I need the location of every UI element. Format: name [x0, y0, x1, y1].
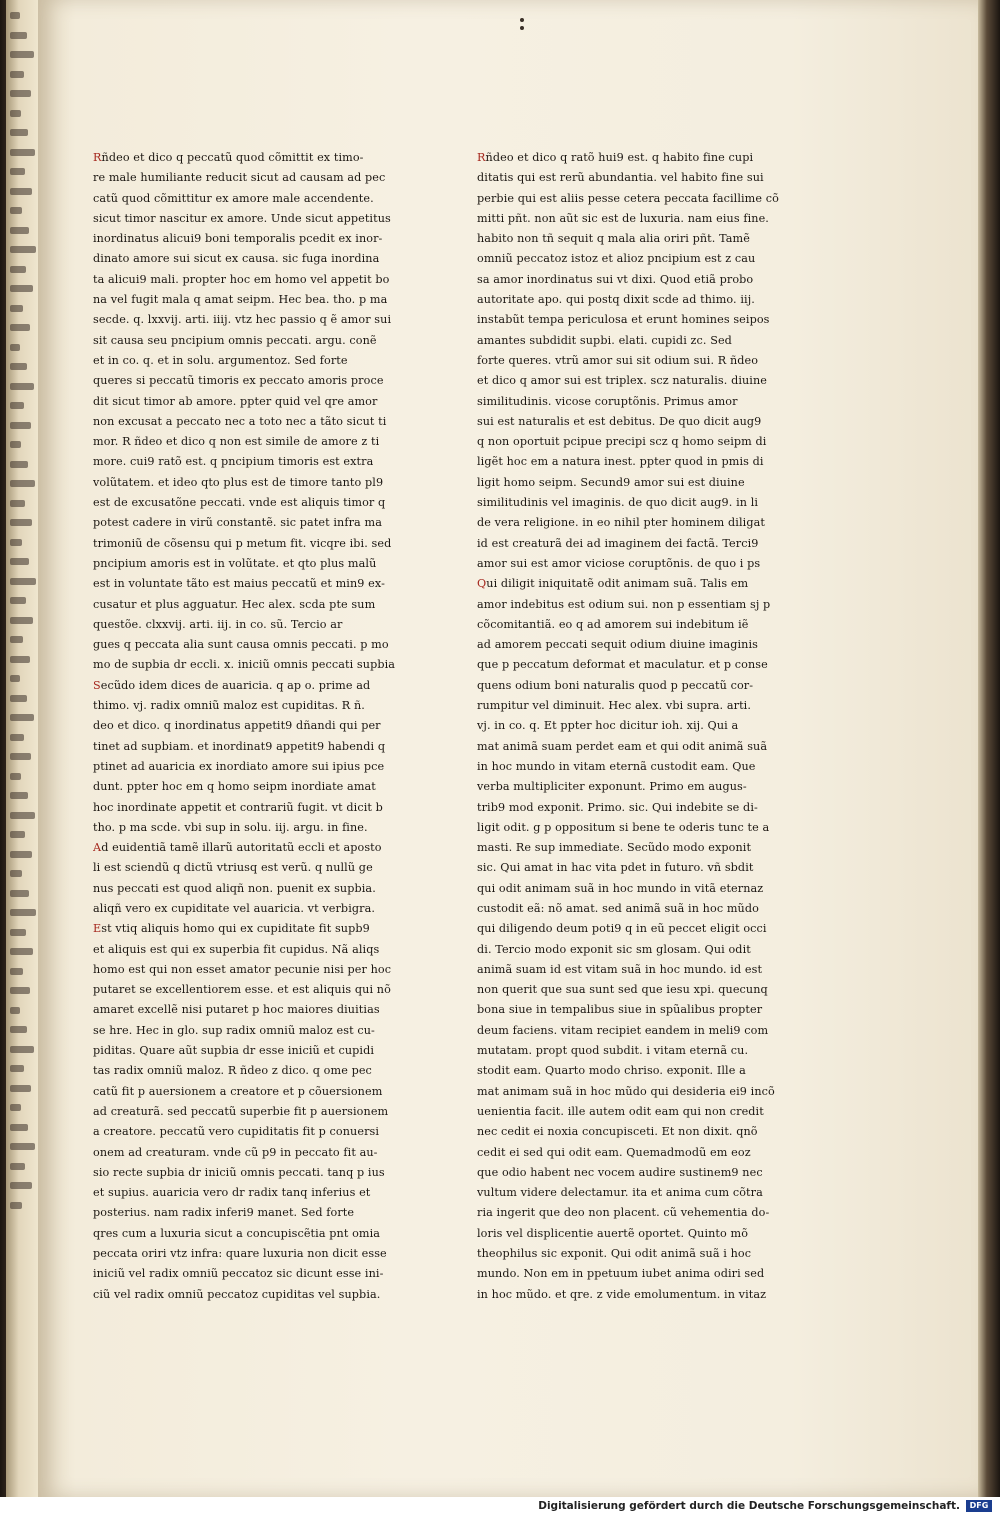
- previous-page-text-fragment: [10, 129, 28, 136]
- text-line: omniũ peccatoz istoz et alioz pncipium est z cau: [477, 252, 756, 266]
- text-line: ligit odit. g p oppositum si bene te oderis tunc te a: [477, 820, 770, 834]
- previous-page-text-fragment: [10, 12, 20, 19]
- text-line: tinet ad supbiam. et inordinat9 appetit9 habendi q: [93, 739, 386, 753]
- text-line: qres cum a luxuria sicut a concupiscẽtia pnt omia: [93, 1226, 381, 1240]
- previous-page-text-fragment: [10, 188, 32, 195]
- text-line: et supius. auaricia vero dr radix tanq inferius et: [93, 1186, 371, 1200]
- text-line: amor sui est amor viciose coruptõnis. de quo i ps: [477, 556, 761, 570]
- text-line: autoritate apo. qui postq dixit scde ad thimo. iij.: [477, 293, 755, 307]
- previous-page-text-fragment: [10, 851, 32, 858]
- text-line: cedit ei sed qui odit eam. Quemadmodũ em eoz: [477, 1145, 751, 1159]
- text-line: mor. R ñdeo et dico q non est simile de amore z ti: [93, 435, 380, 449]
- text-line: in hoc mũdo. et qre. z vide emolumentum. in vitaz: [477, 1287, 767, 1301]
- page-edge-right: [978, 0, 1000, 1497]
- text-line: est de excusatõne peccati. vnde est aliquis timor q: [93, 496, 386, 510]
- text-line: pncipium amoris est in volũtate. et qto plus malũ: [93, 556, 377, 570]
- text-line: dinato amore sui sicut ex causa. sic fuga inordina: [93, 252, 380, 266]
- previous-page-text-fragment: [10, 753, 31, 760]
- text-line: piditas. Quare aũt supbia dr esse iniciũ et cupidi: [93, 1044, 375, 1058]
- text-line: questõe. clxxvij. arti. iij. in co. sũ. Tercio ar: [93, 617, 343, 631]
- previous-page-text-fragment: [10, 948, 33, 955]
- text-line: que odio habent nec vocem audire sustinem9 nec: [477, 1165, 763, 1179]
- text-line: sui est naturalis et est debitus. De quo dicit aug9: [477, 414, 762, 428]
- text-line: hoc inordinate appetit et contrariũ fugit. vt dicit b: [93, 800, 383, 814]
- funding-credit: Digitalisierung gefördert durch die Deutsche Forschungsgemeinschaft.: [538, 1500, 960, 1512]
- previous-page-text-fragment: [10, 1104, 21, 1111]
- text-line: Ad euidentiã tamẽ illarũ autoritatũ eccli et aposto: [93, 841, 382, 855]
- previous-page-text-fragment: [10, 675, 20, 682]
- text-line: re male humiliante reducit sicut ad causam ad pec: [93, 171, 386, 185]
- previous-page-text-fragment: [10, 929, 26, 936]
- text-line: Secũdo idem dices de auaricia. q ap o. prime ad: [93, 678, 371, 692]
- text-line: aliqñ vero ex cupiditate vel auaricia. vt verbigra.: [93, 901, 376, 915]
- text-line: mitti pñt. non aũt sic est de luxuria. nam eius fine.: [477, 211, 769, 225]
- previous-page-text-fragment: [10, 149, 35, 156]
- text-line: habito non tñ sequit q mala alia oriri pñt. Tamẽ: [477, 232, 750, 246]
- previous-page-text-fragment: [10, 110, 21, 117]
- previous-page-text-fragment: [10, 519, 32, 526]
- previous-page-text-fragment: [10, 207, 22, 214]
- text-line: Est vtiq aliquis homo qui ex cupiditate fit supb9: [93, 922, 370, 936]
- previous-page-text-fragment: [10, 1026, 27, 1033]
- text-line: qui odit animam suã in hoc mundo in vitã eternaz: [477, 881, 764, 895]
- text-line: cusatur et plus agguatur. Hec alex. scda pte sum: [93, 597, 376, 611]
- text-line: ad amorem peccati sequit odium diuine imaginis: [477, 638, 758, 652]
- text-line: catũ fit p auersionem a creatore et p cõuersionem: [93, 1084, 383, 1098]
- previous-page-text-fragment: [10, 714, 34, 721]
- text-line: mat animã suam perdet eam et qui odit animã suã: [477, 739, 768, 753]
- previous-page-text-fragment: [10, 500, 25, 507]
- previous-page-text-fragment: [10, 285, 33, 292]
- text-line: Rñdeo et dico q peccatũ quod cõmittit ex timo-: [93, 151, 364, 164]
- previous-page-text-fragment: [10, 558, 29, 565]
- text-line: volũtatem. et ideo qto plus est de timore tanto pl9: [93, 475, 384, 489]
- text-line: na vel fugit mala q amat seipm. Hec bea. tho. p ma: [93, 293, 388, 307]
- previous-page-text-fragment: [10, 617, 33, 624]
- text-line: instabũt tempa periculosa et erunt homines seipos: [477, 313, 770, 327]
- previous-page-text-fragment: [10, 870, 22, 877]
- text-line: que p peccatum deformat et maculatur. et p conse: [477, 658, 768, 672]
- previous-page-text-fragment: [10, 305, 23, 312]
- text-line: mo de supbia dr eccli. x. iniciũ omnis peccati supbia: [93, 658, 396, 672]
- text-line: iniciũ vel radix omniũ peccatoz sic dicunt esse ini-: [93, 1267, 384, 1281]
- text-line: amor indebitus est odium sui. non p essentiam sj p: [477, 597, 771, 611]
- previous-page-text-fragment: [10, 90, 31, 97]
- text-line: cõcomitantiã. eo q ad amorem sui indebitum iẽ: [477, 617, 749, 631]
- previous-page-text-fragment: [10, 968, 23, 975]
- text-line: inordinatus alicui9 boni temporalis pcedit ex inor-: [93, 232, 383, 246]
- rubricated-initial: S: [93, 678, 101, 692]
- previous-page-text-fragment: [10, 1163, 25, 1170]
- previous-page-text-fragment: [10, 909, 36, 916]
- text-line: et dico q amor sui est triplex. scz naturalis. diuine: [477, 374, 768, 388]
- rubricated-initial: R: [93, 151, 102, 164]
- text-line: ad creaturã. sed peccatũ superbie fit p auersionem: [93, 1104, 389, 1118]
- text-line: stodit eam. Quarto modo chriso. exponit. Ille a: [477, 1064, 746, 1078]
- previous-page-text-fragment: [10, 246, 36, 253]
- previous-page-text-fragment: [10, 695, 27, 702]
- rubricated-initial: E: [93, 922, 102, 936]
- previous-page-text-fragment: [10, 734, 24, 741]
- text-line: secde. q. lxxvij. arti. iiij. vtz hec passio q ẽ amor sui: [93, 313, 392, 327]
- text-line: homo est qui non esset amator pecunie nisi per hoc: [93, 962, 392, 976]
- text-line: trimoniũ de cõsensu qui p metum fit. vicqre ibi. sed: [93, 536, 392, 550]
- text-line: sic. Qui amat in hac vita pdet in futuro. vñ sbdit: [477, 861, 754, 875]
- text-line: ligẽt hoc em a natura inest. ppter quod in pmis di: [477, 455, 764, 469]
- text-line: theophilus sic exponit. Qui odit animã suã i hoc: [477, 1247, 752, 1261]
- text-line: quens odium boni naturalis quod p peccatũ cor-: [477, 678, 754, 692]
- text-line: qui diligendo deum poti9 q in eũ peccet eligit occi: [477, 922, 767, 936]
- text-line: sa amor inordinatus sui vt dixi. Quod etiã probo: [477, 272, 754, 286]
- text-line: tho. p ma scde. vbi sup in solu. iij. argu. in fine.: [93, 820, 368, 834]
- text-line: di. Tercio modo exponit sic sm glosam. Qui odit: [477, 942, 751, 956]
- text-column-left: [93, 148, 401, 1305]
- previous-page-text-fragment: [10, 480, 35, 487]
- previous-page-text-fragment: [10, 383, 34, 390]
- previous-page-text-fragment: [10, 266, 26, 273]
- text-line: trib9 mod exponit. Primo. sic. Qui indebite se di-: [477, 800, 758, 814]
- text-line: custodit eã: nõ amat. sed animã suã in hoc mũdo: [477, 901, 759, 915]
- page-mark: [520, 18, 524, 22]
- text-line: thimo. vj. radix omniũ maloz est cupiditas. R ñ.: [93, 699, 365, 713]
- previous-page-text-fragment: [10, 636, 23, 643]
- text-line: catũ quod cõmittitur ex amore male accendente.: [93, 191, 374, 205]
- previous-page-text-fragment: [10, 831, 25, 838]
- text-line: de vera religione. in eo nihil pter hominem diligat: [477, 516, 765, 530]
- text-line: amaret excellẽ nisi putaret p hoc maiores diuitias: [93, 1003, 380, 1017]
- text-line: mat animam suã in hoc mũdo qui desideria ei9 incõ: [477, 1084, 775, 1098]
- text-line: nec cedit ei noxia concupisceti. Et non dixit. qnõ: [477, 1125, 758, 1139]
- text-line: ligit homo seipm. Secund9 amor sui est diuine: [477, 475, 745, 489]
- previous-page-text-fragment: [10, 792, 28, 799]
- text-line: nus peccati est quod aliqñ non. puenit ex supbia.: [93, 881, 376, 895]
- text-line: se hre. Hec in glo. sup radix omniũ maloz est cu-: [93, 1023, 375, 1037]
- previous-page-text-fragment: [10, 1046, 34, 1053]
- text-line: non querit que sua sunt sed que iesu xpi. quecunq: [477, 983, 768, 997]
- previous-page-text-fragment: [10, 539, 22, 546]
- previous-page-text-fragment: [10, 71, 24, 78]
- previous-page-text-fragment: [10, 597, 26, 604]
- text-line: dunt. ppter hoc em q homo seipm inordiate amat: [93, 780, 376, 794]
- previous-page-text-fragment: [10, 773, 21, 780]
- text-line: ta alicui9 mali. propter hoc em homo vel appetit bo: [93, 272, 390, 286]
- text-line: non excusat a peccato nec a toto nec a tãto sicut ti: [93, 414, 387, 428]
- text-line: verba multipliciter exponunt. Primo em augus-: [477, 780, 747, 794]
- text-line: et aliquis est qui ex superbia fit cupidus. Nã aliqs: [93, 942, 380, 956]
- previous-page-text-fragment: [10, 227, 29, 234]
- text-line: masti. Re sup immediate. Secũdo modo exponit: [477, 841, 752, 855]
- text-line: vultum videre delectamur. ita et anima cum cõtra: [477, 1186, 763, 1200]
- previous-page-text-fragment: [10, 461, 28, 468]
- text-line: et in co. q. et in solu. argumentoz. Sed forte: [93, 353, 348, 367]
- text-line: putaret se excellentiorem esse. et est aliquis qui nõ: [93, 983, 391, 997]
- text-line: mundo. Non em in ppetuum iubet anima odiri sed: [477, 1267, 765, 1281]
- text-line: tas radix omniũ maloz. R ñdeo z dico. q ome pec: [93, 1064, 372, 1078]
- previous-page-text-fragment: [10, 1124, 28, 1131]
- text-line: Rñdeo et dico q ratõ hui9 est. q habito fine cupi: [477, 151, 754, 164]
- previous-page-text-fragment: [10, 32, 27, 39]
- previous-page-text-fragment: [10, 51, 34, 58]
- text-line: animã suam id est vitam suã in hoc mundo. id est: [477, 962, 763, 976]
- text-line: more. cui9 ratõ est. q pncipium timoris est extra: [93, 455, 374, 469]
- previous-page-text-fragment: [10, 441, 21, 448]
- text-line: queres si peccatũ timoris ex peccato amoris proce: [93, 374, 384, 388]
- text-line: ditatis qui est rerũ abundantia. vel habito fine sui: [477, 171, 764, 185]
- text-line: amantes subdidit supbi. elati. cupidi zc. Sed: [477, 333, 732, 347]
- text-line: dit sicut timor ab amore. ppter quid vel qre amor: [93, 394, 378, 408]
- dfg-logo: DFG: [966, 1500, 992, 1512]
- text-line: li est sciendũ q dictũ vtriusq est verũ. q nullũ ge: [93, 861, 373, 875]
- text-line: deo et dico. q inordinatus appetit9 dñandi qui per: [93, 719, 381, 733]
- text-column-right: [477, 148, 792, 1305]
- text-line: in hoc mundo in vitam eternã custodit eam. Que: [477, 759, 756, 773]
- text-line: potest cadere in virũ constantẽ. sic patet infra ma: [93, 516, 382, 530]
- rubricated-initial: A: [93, 841, 102, 855]
- text-line: ria ingerit que deo non placent. cũ vehementia do-: [477, 1206, 770, 1220]
- previous-page-text-fragment: [10, 324, 30, 331]
- previous-page-text-fragment: [10, 363, 27, 370]
- previous-page-text-fragment: [10, 1065, 24, 1072]
- text-line: sit causa seu pncipium omnis peccati. argu. conẽ: [93, 333, 377, 347]
- text-line: loris vel displicentie auertẽ oportet. Quinto mõ: [477, 1226, 749, 1240]
- previous-page-text-fragment: [10, 1202, 22, 1209]
- text-line: sicut timor nascitur ex amore. Unde sicut appetitus: [93, 211, 391, 225]
- text-line: deum faciens. vitam recipiet eandem in meli9 com: [477, 1023, 769, 1037]
- previous-page-text-fragment: [10, 578, 36, 585]
- previous-page-text-fragment: [10, 168, 25, 175]
- text-line: similitudinis vel imaginis. de quo dicit aug9. in li: [477, 496, 759, 510]
- rubricated-initial: Q: [477, 577, 487, 591]
- previous-page-text-fragment: [10, 987, 30, 994]
- text-line: q non oportuit pcipue precipi scz q homo seipm di: [477, 435, 767, 449]
- text-line: ptinet ad auaricia ex inordiato amore sui ipius pce: [93, 759, 385, 773]
- text-line: peccata oriri vtz infra: quare luxuria non dicit esse: [93, 1247, 387, 1261]
- text-line: similitudinis. vicose coruptõnis. Primus amor: [477, 394, 738, 408]
- text-line: vj. in co. q. Et ppter hoc dicitur ioh. xij. Qui a: [477, 719, 739, 733]
- text-line: id est creaturã dei ad imaginem dei factã. Terci9: [477, 536, 759, 550]
- text-line: ciũ vel radix omniũ peccatoz cupiditas vel supbia.: [93, 1287, 381, 1301]
- previous-page-text-fragment: [10, 656, 30, 663]
- previous-page-text-fragment: [10, 890, 29, 897]
- text-line: est in voluntate tãto est maius peccatũ et min9 ex-: [93, 577, 385, 591]
- text-line: posterius. nam radix inferi9 manet. Sed forte: [93, 1206, 355, 1220]
- text-line: sio recte supbia dr iniciũ omnis peccati. tanq p ius: [93, 1165, 385, 1179]
- text-line: uenientia facit. ille autem odit eam qui non credit: [477, 1104, 764, 1118]
- text-line: gues q peccata alia sunt causa omnis peccati. p mo: [93, 638, 389, 652]
- previous-page-text-fragment: [10, 344, 20, 351]
- text-line: forte queres. vtrũ amor sui sit odium sui. R ñdeo: [477, 353, 759, 367]
- previous-page-text-fragment: [10, 1085, 31, 1092]
- previous-page-text-fragment: [10, 422, 31, 429]
- previous-page-text-fragment: [10, 402, 24, 409]
- previous-page-text-fragment: [10, 1182, 32, 1189]
- text-line: bona siue in tempalibus siue in spũalibus propter: [477, 1003, 763, 1017]
- previous-page-text-fragment: [10, 1143, 35, 1150]
- previous-page-text-fragment: [10, 1007, 20, 1014]
- text-line: mutatam. propt quod subdit. i vitam eternã cu.: [477, 1044, 749, 1058]
- text-line: Qui diligit iniquitatẽ odit animam suã. Talis em: [477, 577, 749, 591]
- text-line: onem ad creaturam. vnde cũ p9 in peccato fit au-: [93, 1145, 378, 1159]
- text-line: a creatore. peccatũ vero cupiditatis fit p conuersi: [93, 1125, 380, 1139]
- rubricated-initial: R: [477, 151, 486, 164]
- text-line: rumpitur vel diminuit. Hec alex. vbi supra. arti.: [477, 699, 751, 713]
- previous-page-edge: [6, 0, 38, 1497]
- previous-page-text-fragment: [10, 812, 35, 819]
- text-line: perbie qui est aliis pesse cetera peccata facillime cõ: [477, 191, 779, 205]
